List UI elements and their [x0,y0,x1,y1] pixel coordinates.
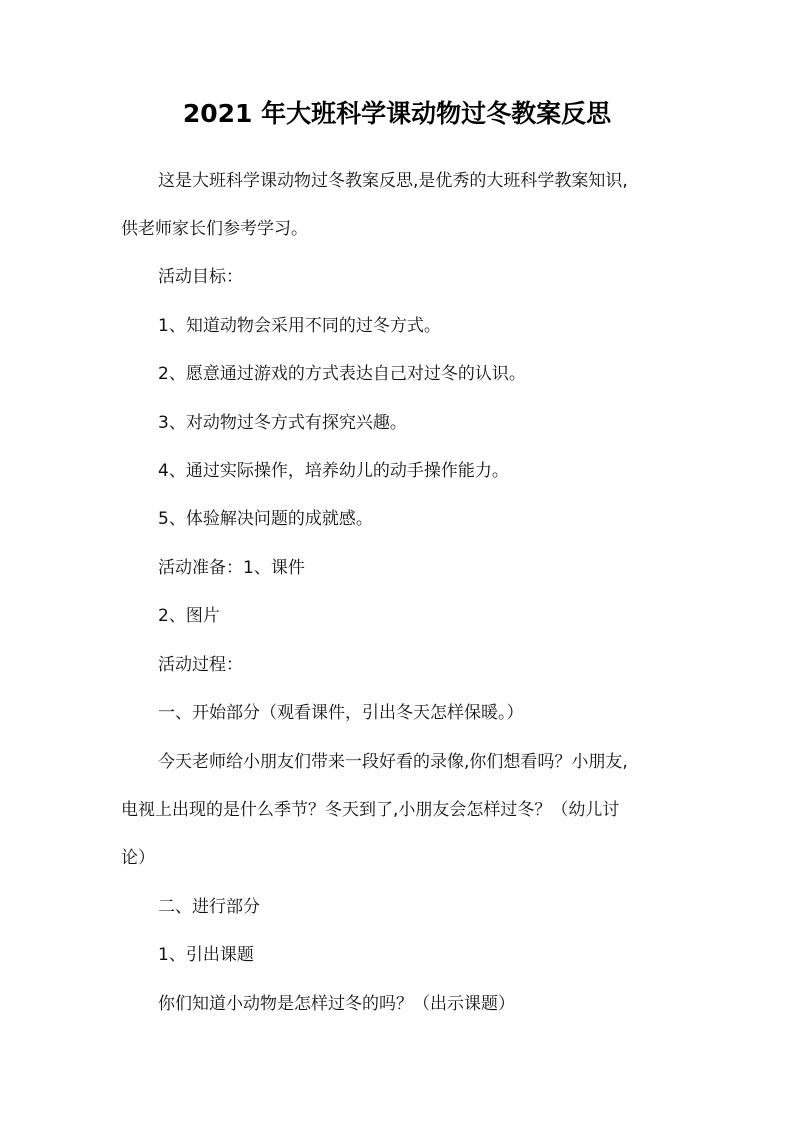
page-title: 2021 年大班科学课动物过冬教案反思 [182,99,612,128]
goal-item-2: 2、愿意通过游戏的方式表达自己对过冬的认识。 [158,364,526,384]
process-paragraph-line-2: 电视上出现的是什么季节？冬天到了,小朋友会怎样过冬？（幼儿讨 [121,800,620,820]
process-part-1-heading: 一、开始部分（观看课件，引出冬天怎样保暖。） [158,703,524,723]
goal-item-3: 3、对动物过冬方式有探究兴趣。 [158,413,407,433]
goal-item-5: 5、体验解决问题的成就感。 [158,509,373,529]
process-paragraph-line-3: 论） [121,848,155,868]
section-heading-goals: 活动目标： [158,267,243,287]
intro-line-1: 这是大班科学课动物过冬教案反思,是优秀的大班科学教案知识, [158,171,628,191]
process-paragraph-line-1: 今天老师给小朋友们带来一段好看的录像,你们想看吗？小朋友, [158,752,628,772]
section-heading-preparation: 活动准备：1、课件 [158,558,305,578]
process-step-1: 1、引出课题 [158,945,254,965]
section-heading-process: 活动过程： [158,655,243,675]
goal-item-1: 1、知道动物会采用不同的过冬方式。 [158,316,441,336]
goal-item-4: 4、通过实际操作，培养幼儿的动手操作能力。 [158,461,509,481]
intro-line-2: 供老师家长们参考学习。 [121,219,308,239]
process-question-line: 你们知道小动物是怎样过冬的吗？（出示课题） [158,994,515,1014]
process-part-2-heading: 二、进行部分 [158,897,260,917]
preparation-item-2: 2、图片 [158,606,220,626]
